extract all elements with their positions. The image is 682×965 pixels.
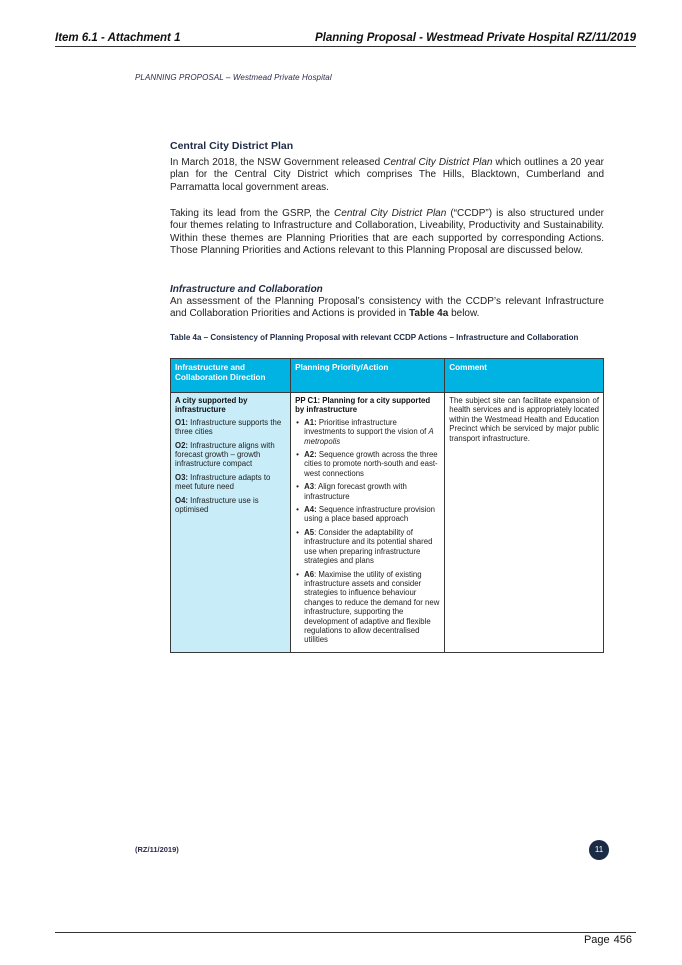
table-header-comment: Comment	[445, 359, 604, 393]
running-header: PLANNING PROPOSAL – Westmead Private Hospital	[135, 73, 332, 82]
direction-title: A city supported by infrastructure	[175, 396, 248, 415]
objective-item	[175, 496, 286, 515]
action-item	[295, 418, 440, 446]
paragraph-3-text-a: An assessment of the Planning Proposal’s consistency with the CCDP’s relevant Infrastructure and Collaboration Priorities and Actions is provided in	[170, 296, 604, 320]
paragraph-3-table-ref: Table 4a	[409, 308, 449, 320]
action-item	[295, 528, 440, 566]
paragraph-2	[170, 208, 604, 258]
action-text: Sequence infrastructure provision using a place based approach	[304, 505, 436, 524]
action-list	[295, 418, 440, 645]
subsection-heading: Infrastructure and Collaboration	[170, 284, 323, 295]
objective-item	[175, 473, 286, 492]
table-caption: Table 4a – Consistency of Planning Proposal with relevant CCDP Actions – Infrastructure and Collaboration	[170, 333, 579, 342]
objective-text: Infrastructure aligns with forecast growth – growth infrastructure compact	[175, 440, 275, 469]
action-item	[295, 450, 440, 478]
direction-cell	[171, 393, 291, 653]
paragraph-2-text-b: (“CCDP”) is also structured under four themes relating to Infrastructure and Collaboration, Liveability, Productivity and Sustainability. Within these themes are Planning Priorities that are each supported by corresponding Actions. Those Planning Priorities and Actions relevant to this Planning Proposal are discussed below.	[170, 208, 604, 257]
consistency-table	[170, 358, 604, 653]
paragraph-1	[170, 157, 604, 194]
action-item	[295, 570, 440, 645]
page-label: Page	[583, 934, 610, 946]
paragraph-1-text-a: In March 2018, the NSW Government released	[170, 157, 384, 168]
table-header-row	[171, 359, 604, 393]
objective-text: Infrastructure adapts to meet future need	[175, 472, 271, 492]
table-row	[171, 393, 604, 653]
action-text: Sequence growth across the three cities to promote north-south and east-west connections	[304, 450, 438, 478]
priority-title: PP C1: Planning for a city supported by infrastructure	[295, 396, 431, 415]
action-code: A3	[304, 482, 315, 492]
objective-code: O4:	[175, 495, 188, 505]
action-item	[295, 482, 440, 501]
section-title: Central City District Plan	[170, 140, 294, 152]
objective-code: O2:	[175, 440, 188, 450]
objective-text: Infrastructure use is optimised	[175, 495, 259, 515]
action-item	[295, 505, 440, 524]
paragraph-1-text-b: which outlines a 20 year plan for the Central City District which comprises The Hills, Blacktown, Cumberland and Parramatta local government areas.	[170, 157, 604, 193]
objective-text: Infrastructure supports the three cities	[175, 417, 282, 437]
action-text: : Consider the adaptability of infrastructure and its potential shared use when preparing infrastructure strategies and plans	[304, 527, 433, 566]
header-document-title: Planning Proposal - Westmead Private Hospital RZ/11/2019	[314, 32, 636, 44]
action-text: : Align forecast growth with infrastructure	[304, 482, 407, 501]
footer-page-number	[580, 934, 632, 946]
paragraph-1-plan-name: Central City District Plan	[383, 157, 493, 168]
action-code: A1:	[304, 417, 317, 427]
paragraph-2-plan-name: Central City District Plan	[334, 208, 447, 219]
header-divider	[55, 46, 636, 47]
action-code: A5	[304, 527, 315, 537]
objective-item	[175, 441, 286, 469]
paragraph-3	[170, 296, 604, 321]
action-code: A6	[304, 569, 315, 579]
objective-code: O1:	[175, 417, 188, 427]
priority-cell	[291, 393, 445, 653]
table-header-direction: Infrastructure and Collaboration Direction	[171, 359, 291, 393]
page-number: 456	[613, 934, 632, 946]
header-item-label: Item 6.1 - Attachment 1	[55, 32, 181, 44]
objective-item	[175, 418, 286, 437]
section-page-badge: 11	[589, 840, 609, 860]
table-header-priority: Planning Priority/Action	[291, 359, 445, 393]
action-italic: A metropolis	[304, 427, 434, 446]
action-text: Prioritise infrastructure investments to support the vision of	[304, 417, 429, 437]
paragraph-2-text-a: Taking its lead from the GSRP, the	[170, 208, 335, 219]
comment-cell: The subject site can facilitate expansion of health services and is appropriately located within the Westmead Health and Education Precinct which be serviced by major public transport infrastructure.	[445, 393, 604, 653]
paragraph-3-text-b: below.	[448, 308, 480, 320]
action-text: : Maximise the utility of existing infrastructure assets and consider strategies to influence behaviour changes to reduce the demand for new infrastructure, supporting the development of adaptive and flexible regulations to allow decentralised utilities	[304, 569, 440, 645]
action-code: A4:	[304, 505, 317, 515]
footer-divider	[55, 932, 636, 933]
document-reference: (RZ/11/2019)	[135, 845, 179, 854]
action-code: A2:	[304, 450, 317, 460]
objective-code: O3:	[175, 472, 188, 482]
